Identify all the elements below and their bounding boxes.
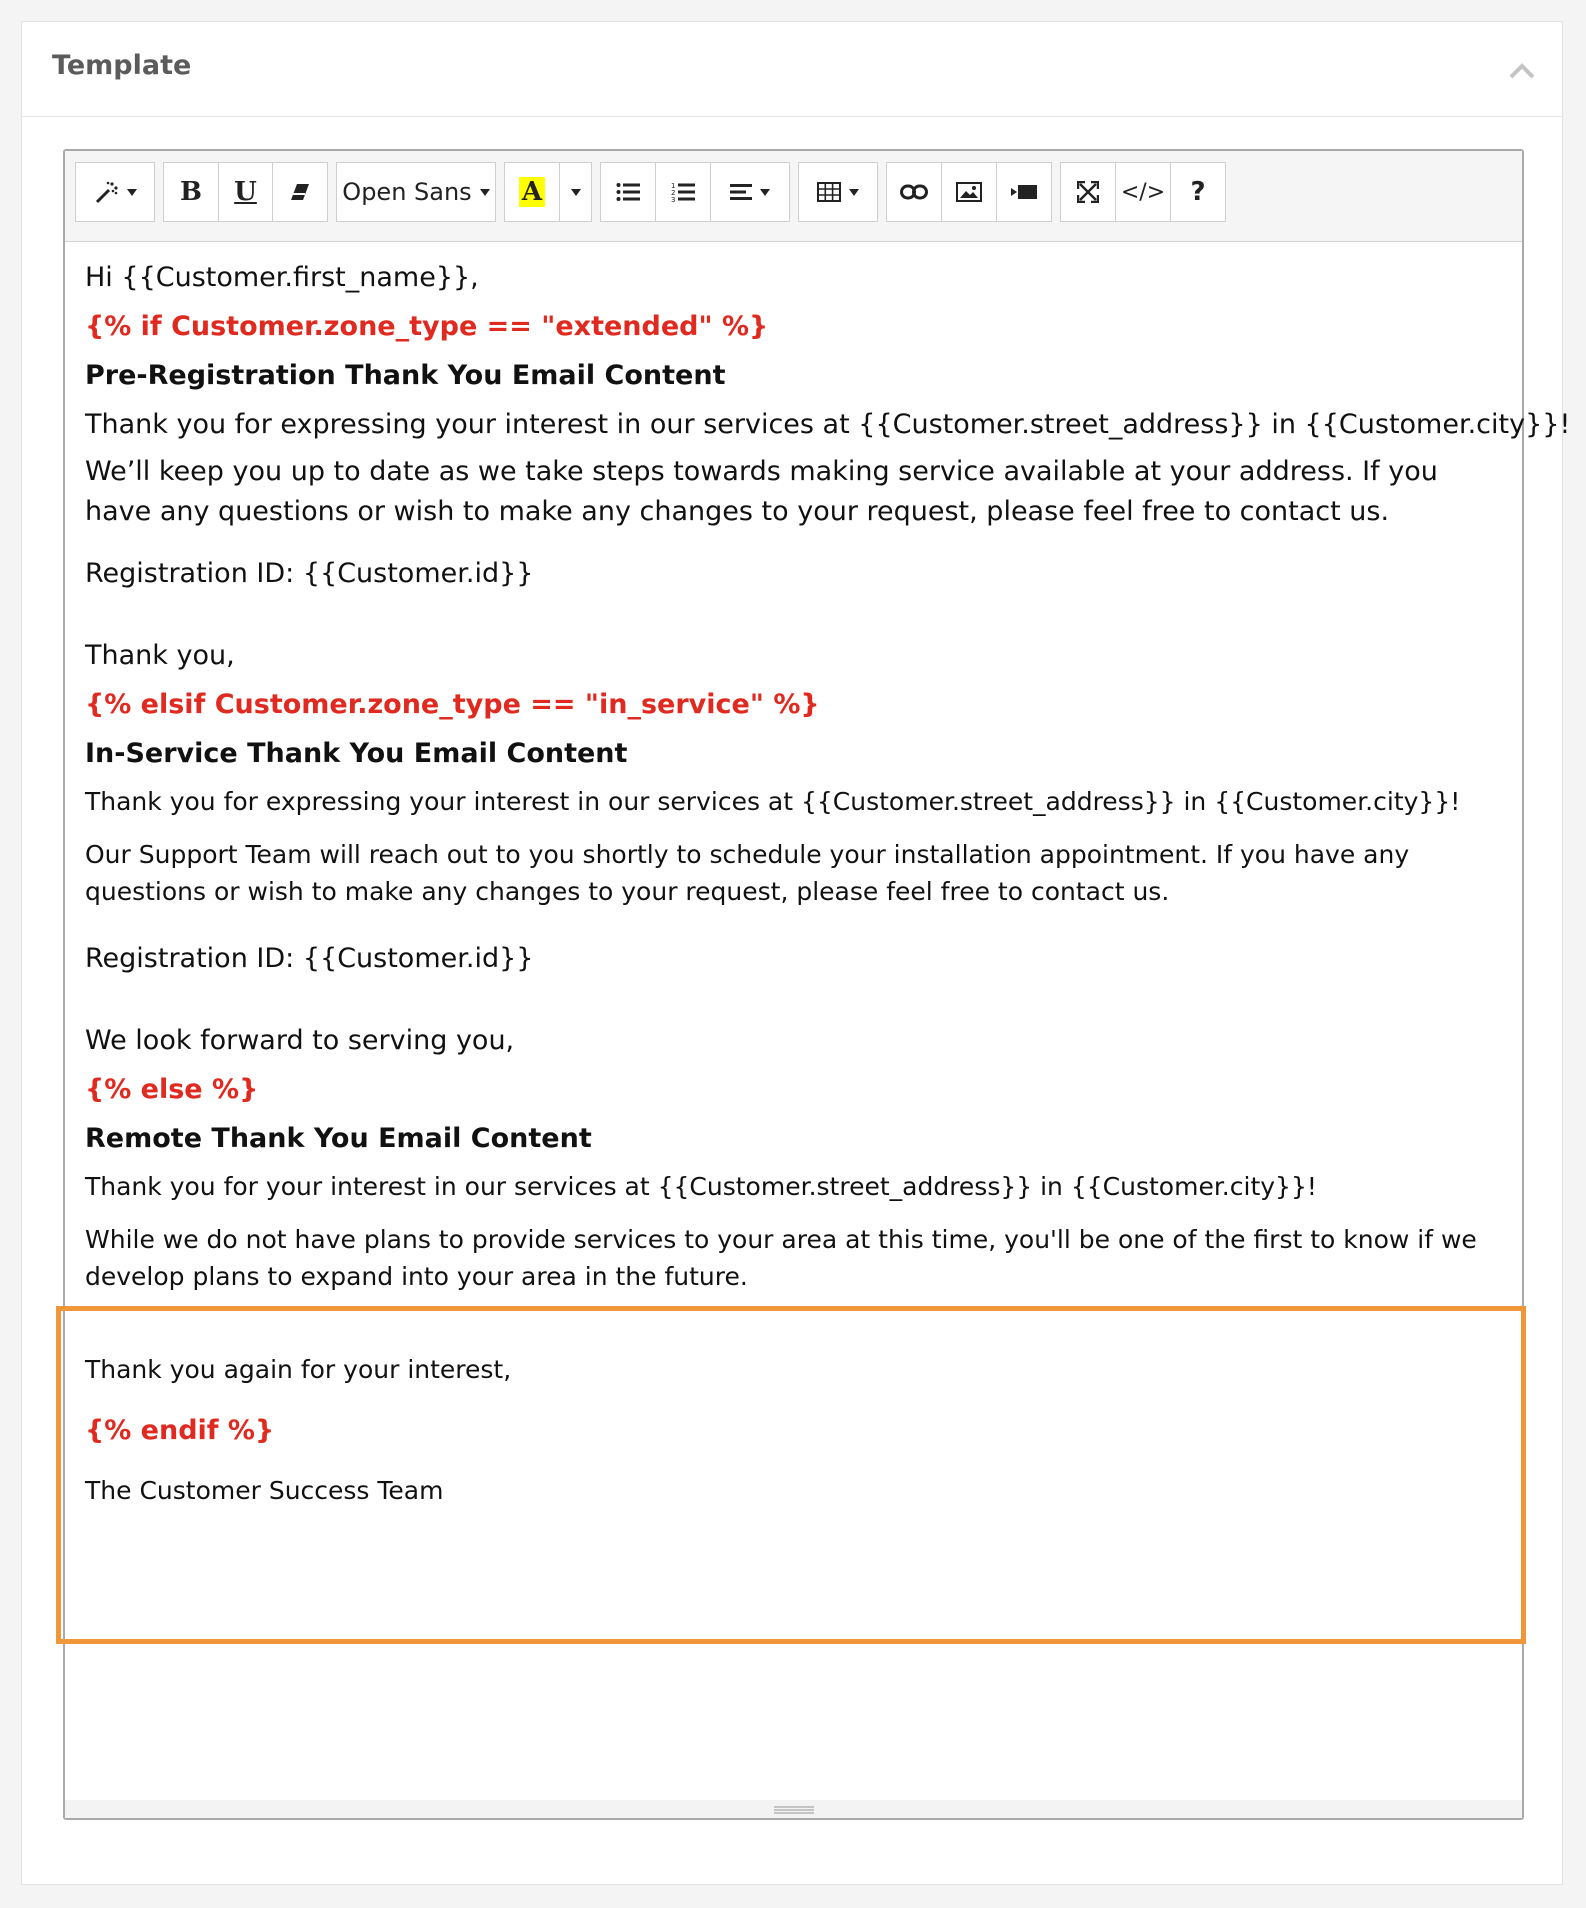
ordered-list-button[interactable]: [655, 162, 711, 222]
unordered-list-icon: [616, 182, 640, 202]
pre-registration-body: We’ll keep you up to date as we take steps towards making service available at your address. If you have any questions or wish to make any changes to your request, please feel free to contact us.: [85, 456, 1438, 527]
caret-down-icon: [571, 189, 581, 196]
image-button[interactable]: [941, 162, 997, 222]
fullscreen-icon: [1077, 181, 1099, 203]
in-service-body: Our Support Team will reach out to you shortly to schedule your installation appointment. If you have any questions or wish to make any changes to your request, please feel free to contact us.: [85, 840, 1410, 906]
elsif-liquid-tag: {% elsif Customer.zone_type == "in_service" %}: [85, 689, 820, 720]
link-button[interactable]: [886, 162, 942, 222]
in-service-id: Registration ID: {{Customer.id}}: [85, 943, 534, 974]
pre-registration-thanks: Thank you for expressing your interest in our services at {{Customer.street_address}} in {{Customer.city}}!: [85, 409, 1571, 440]
panel-header[interactable]: [22, 22, 1562, 117]
fullscreen-button[interactable]: [1060, 162, 1116, 222]
caret-down-icon: [480, 189, 490, 196]
text-color-button[interactable]: [504, 162, 560, 222]
magic-wand-icon: [93, 180, 119, 204]
in-service-signoff: We look forward to serving you,: [85, 1025, 515, 1056]
closing-line: The Customer Success Team: [85, 1476, 444, 1505]
image-icon: [956, 182, 982, 202]
style-button[interactable]: [75, 162, 155, 222]
else-liquid-tag: {% else %}: [85, 1074, 259, 1105]
align-icon: [730, 183, 752, 201]
ordered-list-icon: [671, 181, 695, 203]
svg-text:3: 3: [671, 196, 676, 203]
font-family-label: Open Sans: [342, 178, 472, 206]
greeting-line: Hi {{Customer.first_name}},: [85, 262, 479, 293]
unordered-list-button[interactable]: [600, 162, 656, 222]
code-view-button[interactable]: </>: [1115, 162, 1171, 222]
clear-format-button[interactable]: [272, 162, 328, 222]
template-panel: [21, 21, 1571, 1885]
remote-heading: Remote Thank You Email Content: [85, 1123, 592, 1154]
editor-content[interactable]: [65, 242, 1571, 1800]
svg-text:2: 2: [671, 189, 676, 197]
panel-title: Template: [52, 50, 192, 81]
eraser-icon: [289, 182, 311, 202]
remote-thanks: Thank you for your interest in our services at {{Customer.street_address}} in {{Customer.city}}!: [85, 1172, 1317, 1201]
underline-button[interactable]: U: [218, 162, 273, 222]
pre-registration-id: Registration ID: {{Customer.id}}: [85, 558, 534, 589]
chevron-up-icon[interactable]: [1508, 62, 1536, 80]
color-dropdown-button[interactable]: [559, 162, 592, 222]
editor-toolbar: [65, 151, 1522, 242]
pre-registration-heading: Pre-Registration Thank You Email Content: [85, 360, 726, 391]
rich-text-editor: [63, 149, 1571, 1820]
pre-registration-signoff: Thank you,: [85, 640, 235, 671]
if-liquid-tag: {% if Customer.zone_type == "extended" %}: [85, 311, 769, 342]
in-service-thanks: Thank you for expressing your interest in our services at {{Customer.street_address}} in {{Customer.city}}!: [85, 787, 1461, 816]
bold-button[interactable]: B: [163, 162, 219, 222]
caret-down-icon: [849, 189, 859, 196]
caret-down-icon: [127, 189, 137, 196]
caret-down-icon: [760, 189, 770, 196]
endif-liquid-tag: {% endif %}: [85, 1415, 275, 1446]
font-family-dropdown[interactable]: [336, 162, 496, 222]
align-dropdown[interactable]: [710, 162, 790, 222]
link-icon: [900, 184, 928, 200]
table-icon: [817, 182, 841, 202]
remote-body: While we do not have plans to provide services to your area at this time, you'll be one of the first to know if we develop plans to expand into your area in the future.: [85, 1225, 1477, 1291]
table-dropdown[interactable]: [798, 162, 878, 222]
video-button[interactable]: [996, 162, 1052, 222]
editor-resize-bar[interactable]: [65, 1800, 1522, 1818]
svg-text:1: 1: [671, 182, 676, 190]
video-icon: [1011, 184, 1037, 200]
in-service-heading: In-Service Thank You Email Content: [85, 738, 628, 769]
resize-handle-icon[interactable]: [774, 1805, 814, 1815]
help-button[interactable]: ?: [1170, 162, 1226, 222]
remote-signoff: Thank you again for your interest,: [85, 1355, 512, 1384]
highlight-color-label: A: [519, 177, 545, 207]
